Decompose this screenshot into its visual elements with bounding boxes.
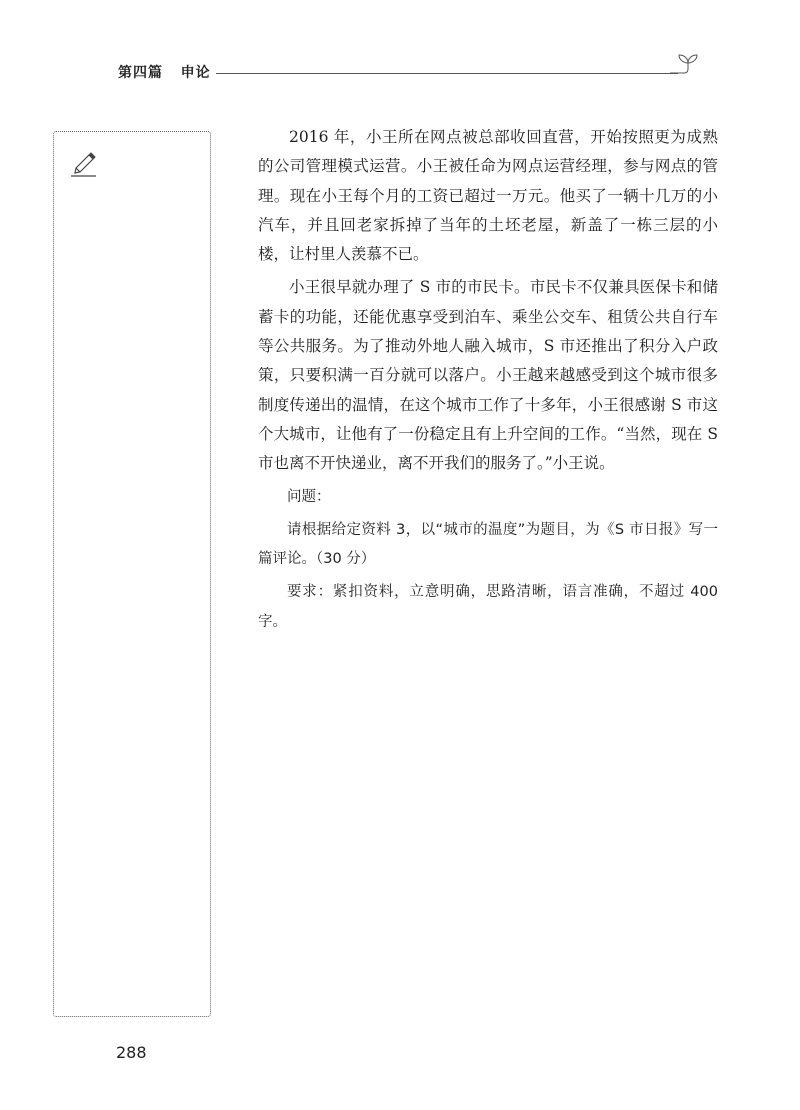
pencil-icon <box>69 148 99 178</box>
header-rule <box>216 73 678 74</box>
paragraph: 小王很早就办理了 S 市的市民卡。市民卡不仅兼具医保卡和储蓄卡的功能，还能优惠享受到泊车、乘坐公交车、租赁公共自行车等公共服务。为了推动外地人融入城市，S 市还推出了积分入户政策，只要积满一百分就可以落户。小王越来越感受到这个城市很多制度传递出的温情，在这个城市工作了十多年，小王很感谢 S 市这个大城市，让他有了一份稳定且有上升空间的工作。“当然，现在 S 市也离不开快递业，离不开我们的服务了。”小王说。 <box>258 278 718 473</box>
notes-box <box>53 131 211 1017</box>
question-label: 问题： <box>287 488 331 505</box>
question-text: 请根据给定资料 3，以“城市的温度”为题目，为《S 市日报》写一篇评论。（30 分） <box>258 521 718 568</box>
page-content <box>258 123 718 641</box>
page-header <box>118 58 700 86</box>
page-number: 288 <box>116 1043 147 1062</box>
subject-label: 申论 <box>180 65 211 81</box>
paragraph: 2016 年，小王所在网点被总部收回直营，开始按照更为成熟的公司管理模式运营。小王被任命为网点运营经理，参与网点的管理。现在小王每个月的工资已超过一万元。他买了一辆十几万的小汽车，并且回老家拆掉了当年的土坯老屋，新盖了一栋三层的小楼，让村里人羡慕不已。 <box>258 128 718 264</box>
section-label: 第四篇 <box>118 65 163 81</box>
sprout-icon <box>670 50 700 78</box>
requirements-text: 要求：紧扣资料，立意明确，思路清晰，语言准确，不超过 400 字。 <box>258 584 718 630</box>
section-title <box>118 62 211 82</box>
